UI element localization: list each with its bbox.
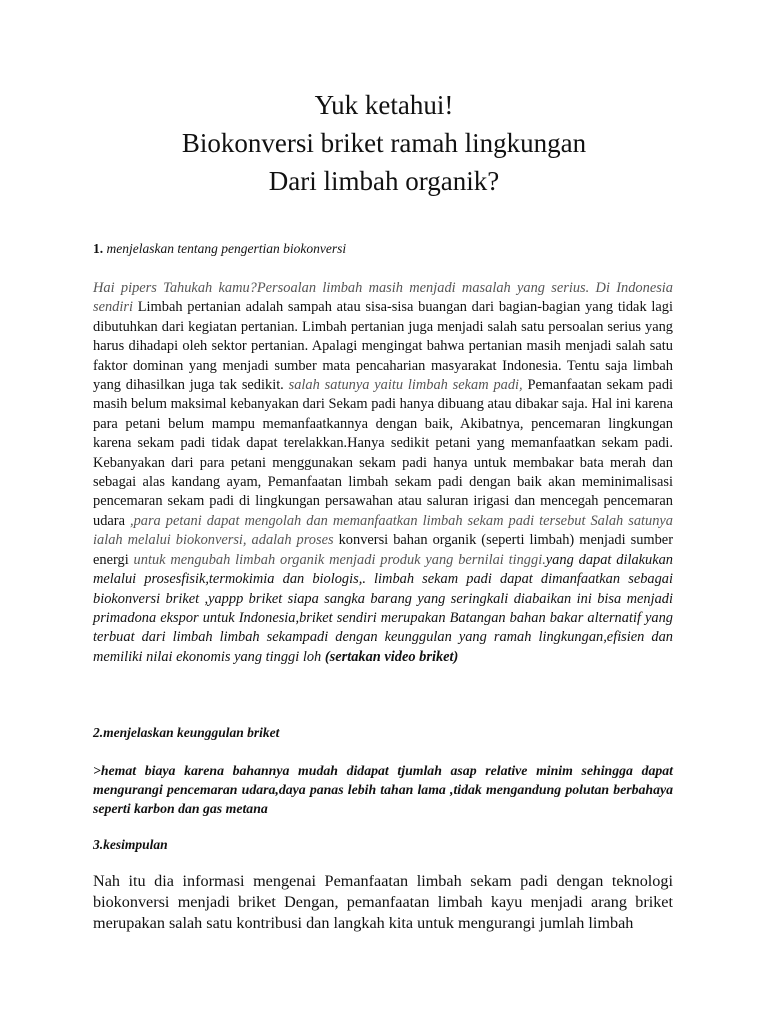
video-note: (sertakan video briket) [324, 648, 459, 665]
section-3-body: Nah itu dia informasi mengenai Pemanfaatan limbah sekam padi dengan teknologi biokonversi menjadi briket Dengan, pemanfaatan limbah kayu menjadi arang briket merupakan salah satu kontribusi dan langkah kita untuk mengurangi jumlah limbah [93, 872, 673, 932]
section-2-body: >hemat biaya karena bahannya mudah didapat tjumlah asap relative minim sehingga dapat mengurangi pencemaran udara,daya panas lebih tahan lama ,tidak mengandung polutan berbahaya seperti karbon dan gas metana [93, 763, 673, 816]
section-1-paragraph [93, 279, 673, 667]
document-title [0, 86, 768, 200]
section-2-heading: 2.menjelaskan keunggulan briket [93, 725, 280, 740]
body-text-3: konversi bahan organik (seperti limbah) menjadi sumber energi [93, 532, 673, 568]
highlight-text-1: salah satunya yaitu limbah sekam padi, [283, 377, 523, 394]
highlight-text-3: untuk mengubah limbah organik menjadi produk yang bernilai tinggi. [128, 551, 546, 568]
intro-greeting: Hai pipers Tahukah kamu?Persoalan limbah masih menjadi masalah yang serius. Di Indonesia sendiri [93, 280, 673, 316]
body-text-2: Pemanfaatan sekam padi masih belum maksimal kebanyakan dari Sekam padi hanya dibuang atau dibakar saja. Hal ini karena para petani belum mampu memanfaatkannya dengan baik, Akibatnya, pencemaran lingkungan karena sekam padi tidak dapat terelakkan.Hanya sedikit petani yang memanfaatkan sekam padi. Kebanyakan dari para petani menggunakan sekam padi hanya untuk membakar bata merah dan sebagai alas kandang ayam, Pemanfaatan limbah sekam padi dengan baik akan meminimalisasi pencemaran sekam padi di lingkungan persawahan atau saluran irigasi dan mencegah pencemaran udara [93, 377, 674, 529]
title-line-1: Yuk ketahui! [314, 90, 454, 120]
section-1-heading-text: menjelaskan tentang pengertian biokonversi [103, 241, 347, 256]
section-3-heading: 3.kesimpulan [93, 837, 168, 852]
italic-text: yang dapat dilakukan melalui prosesfisik,termokimia dan biologis,. limbah sekam padi dapat dimanfaatkan sebagai biokonversi briket ,yappp briket siapa sangka barang yang seringkali diabaikan ini bisa menjadi primadona ekspor untuk Indonesia,briket sendiri merupakan Batangan bahan bakar alternatif yang terbuat dari limbah limbah sekampadi dengan keunggulan yang ramah lingkungan,efisien dan memiliki nilai ekonomis yang tinggi loh [93, 551, 673, 665]
section-1-heading [93, 240, 673, 258]
title-line-3: Dari limbah organik? [268, 166, 500, 196]
title-line-2: Biokonversi briket ramah lingkungan [181, 128, 587, 158]
section-1-number: 1. [93, 241, 104, 256]
body-text-1: Limbah pertanian adalah sampah atau sisa-sisa buangan dari bagian-bagian yang tidak lagi dibutuhkan dari kegiatan pertanian. Limbah pertanian juga menjadi salah satu persoalan serius yang harus dihadapi oleh sektor pertanian. Apalagi mengingat bahwa pertanian masih menjadi salah satu faktor dominan yang menjadi sumber mata pencaharian masyarakat Indonesia. Tentu saja limbah yang dihasilkan juga tak sedikit. [93, 299, 673, 394]
highlight-text-2: ,para petani dapat mengolah dan memanfaatkan limbah sekam padi tersebut Salah satunya ialah melalui biokonversi, adalah proses [93, 512, 673, 549]
